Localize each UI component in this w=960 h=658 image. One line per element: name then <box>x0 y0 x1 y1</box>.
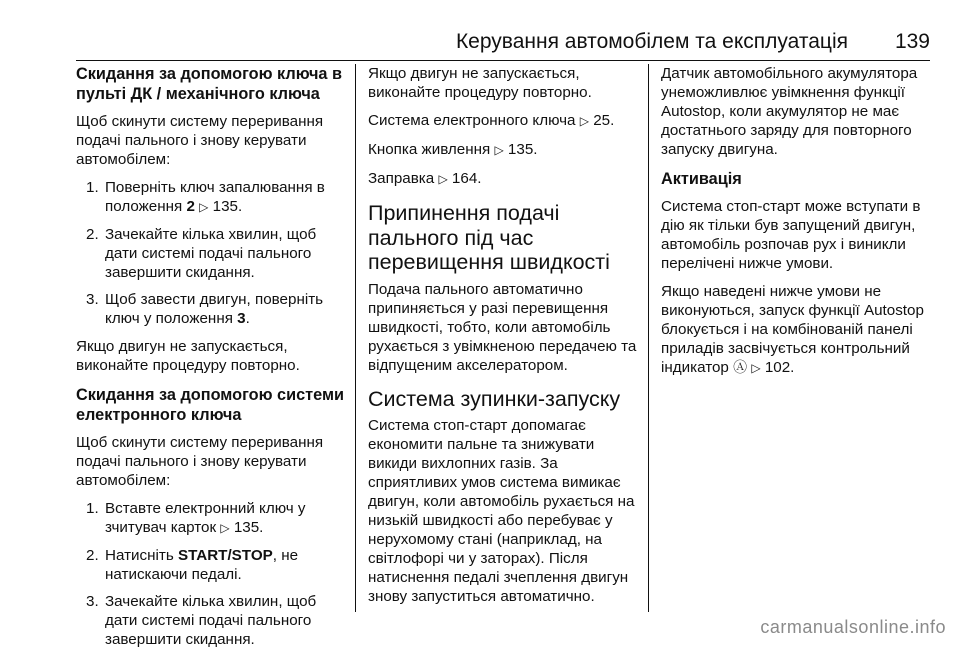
list-text: Натисніть <box>105 547 178 564</box>
page-ref-link[interactable]: 135. <box>233 519 264 536</box>
cross-reference <box>368 169 640 189</box>
page-ref-link[interactable]: 102. <box>764 359 795 376</box>
page-ref-link[interactable]: 164. <box>451 170 482 187</box>
page-ref-arrow-icon: ▷ <box>751 361 761 375</box>
page-ref-arrow-icon: ▷ <box>438 172 448 186</box>
column-divider-2 <box>648 64 649 612</box>
list-number: 3. <box>86 291 99 308</box>
ref-text: Кнопка живлення <box>368 141 495 158</box>
page-ref-link[interactable]: 25. <box>593 112 615 129</box>
list-text: Поверніть ключ запалювання в положення <box>105 179 325 215</box>
paragraph: Щоб скинути систему переривання подачі пального і знову керувати автомобілем: <box>76 434 324 489</box>
list-item <box>76 546 348 584</box>
list-tail: . <box>245 310 250 327</box>
autostop-indicator-icon: Ⓐ <box>733 359 748 375</box>
list-item <box>76 225 348 282</box>
header-title: Керування автомобілем та експлуатація <box>455 30 848 53</box>
list-text: Щоб завести двигун, поверніть ключ у положення <box>105 291 324 327</box>
column-divider-1 <box>355 64 356 612</box>
page-header <box>76 30 930 60</box>
section-heading-electronic-key-reset: Скидання за допомогою системи електронного ключа <box>76 386 344 424</box>
paragraph: Якщо двигун не запускається, виконайте процедуру повторно. <box>368 65 592 101</box>
header-rule <box>76 60 930 61</box>
page-ref-link[interactable]: 135. <box>507 141 538 158</box>
column-2 <box>368 64 640 615</box>
column-1 <box>76 64 348 658</box>
ref-text: Система електронного ключа <box>368 112 580 129</box>
paragraph-text: Якщо наведені нижче умови не виконуються, запуск функції Autostop блокується і на комбінованій панелі приладів засвічується контрольний індикатор <box>661 283 924 376</box>
page-ref-arrow-icon: ▷ <box>199 200 209 214</box>
position-number: 2 <box>186 198 195 215</box>
page-ref-arrow-icon: ▷ <box>220 521 230 535</box>
position-number: 3 <box>237 310 246 327</box>
page-ref-arrow-icon: ▷ <box>579 114 589 128</box>
list-text: Зачекайте кілька хвилин, щоб дати системі подачі пального завершити скидання. <box>105 226 317 281</box>
button-name: START/STOP <box>177 547 273 564</box>
column-3 <box>661 64 931 387</box>
watermark: carmanualsonline.info <box>760 617 946 637</box>
section-heading-stop-start: Система зупинки-запуску <box>368 386 621 411</box>
list-number: 2. <box>86 226 99 243</box>
page-number: 139 <box>894 30 930 53</box>
steps-list-key <box>76 178 348 328</box>
ref-text: Заправка <box>368 170 439 187</box>
paragraph: Щоб скинути систему переривання подачі пального і знову керувати автомобілем: <box>76 113 324 168</box>
list-number: 3. <box>86 593 99 610</box>
list-item <box>76 592 348 649</box>
list-item <box>76 178 348 217</box>
page-ref-link[interactable]: 135. <box>212 198 243 215</box>
list-number: 2. <box>86 547 99 564</box>
cross-reference <box>368 111 640 131</box>
paragraph: Подача пального автоматично припиняється у разі перевищення швидкості, тобто, коли автомобіль рухається з увімкненою передачею та відпущеним акселератором. <box>368 280 637 374</box>
page-ref-arrow-icon: ▷ <box>494 143 504 157</box>
cross-reference <box>368 140 640 160</box>
paragraph <box>661 282 931 378</box>
list-text: Зачекайте кілька хвилин, щоб дати системі подачі пального завершити скидання. <box>105 593 317 648</box>
paragraph: Якщо двигун не запускається, виконайте процедуру повторно. <box>76 338 300 374</box>
steps-list-electronic <box>76 499 348 649</box>
paragraph: Система стоп-старт може вступати в дію як тільки був запущений двигун, автомобіль розпочав рух і виникли перелічені нижче умови. <box>661 198 921 272</box>
list-item <box>76 499 348 538</box>
list-number: 1. <box>86 179 99 196</box>
section-heading-fuel-cutoff: Припинення подачі пального під час перевищення швидкості <box>368 201 610 274</box>
list-item <box>76 290 348 328</box>
section-heading-activation: Активація <box>661 170 742 188</box>
list-number: 1. <box>86 500 99 517</box>
section-heading-key-reset: Скидання за допомогою ключа в пульті ДК / механічного ключа <box>76 65 343 103</box>
list-tail: , не натискаючи педалі. <box>105 547 299 583</box>
paragraph: Система стоп-старт допомагає економити пальне та знижувати викиди вихлопних газів. За сприятливих умов система вимикає двигун, коли автомобіль рухається на низькій швидкості або перебуває у нерухомому стані (наприклад, на світлофорі чи у заторах). Після натиснення педалі зчеплення двигун знову запуститься автоматично. <box>368 417 635 605</box>
list-text: Вставте електронний ключ у зчитувач карток <box>105 500 306 536</box>
paragraph: Датчик автомобільного акумулятора унеможливлює увімкнення функції Autostop, коли акумулятор не має достатнього заряду для повторного запуску двигуна. <box>661 65 918 158</box>
